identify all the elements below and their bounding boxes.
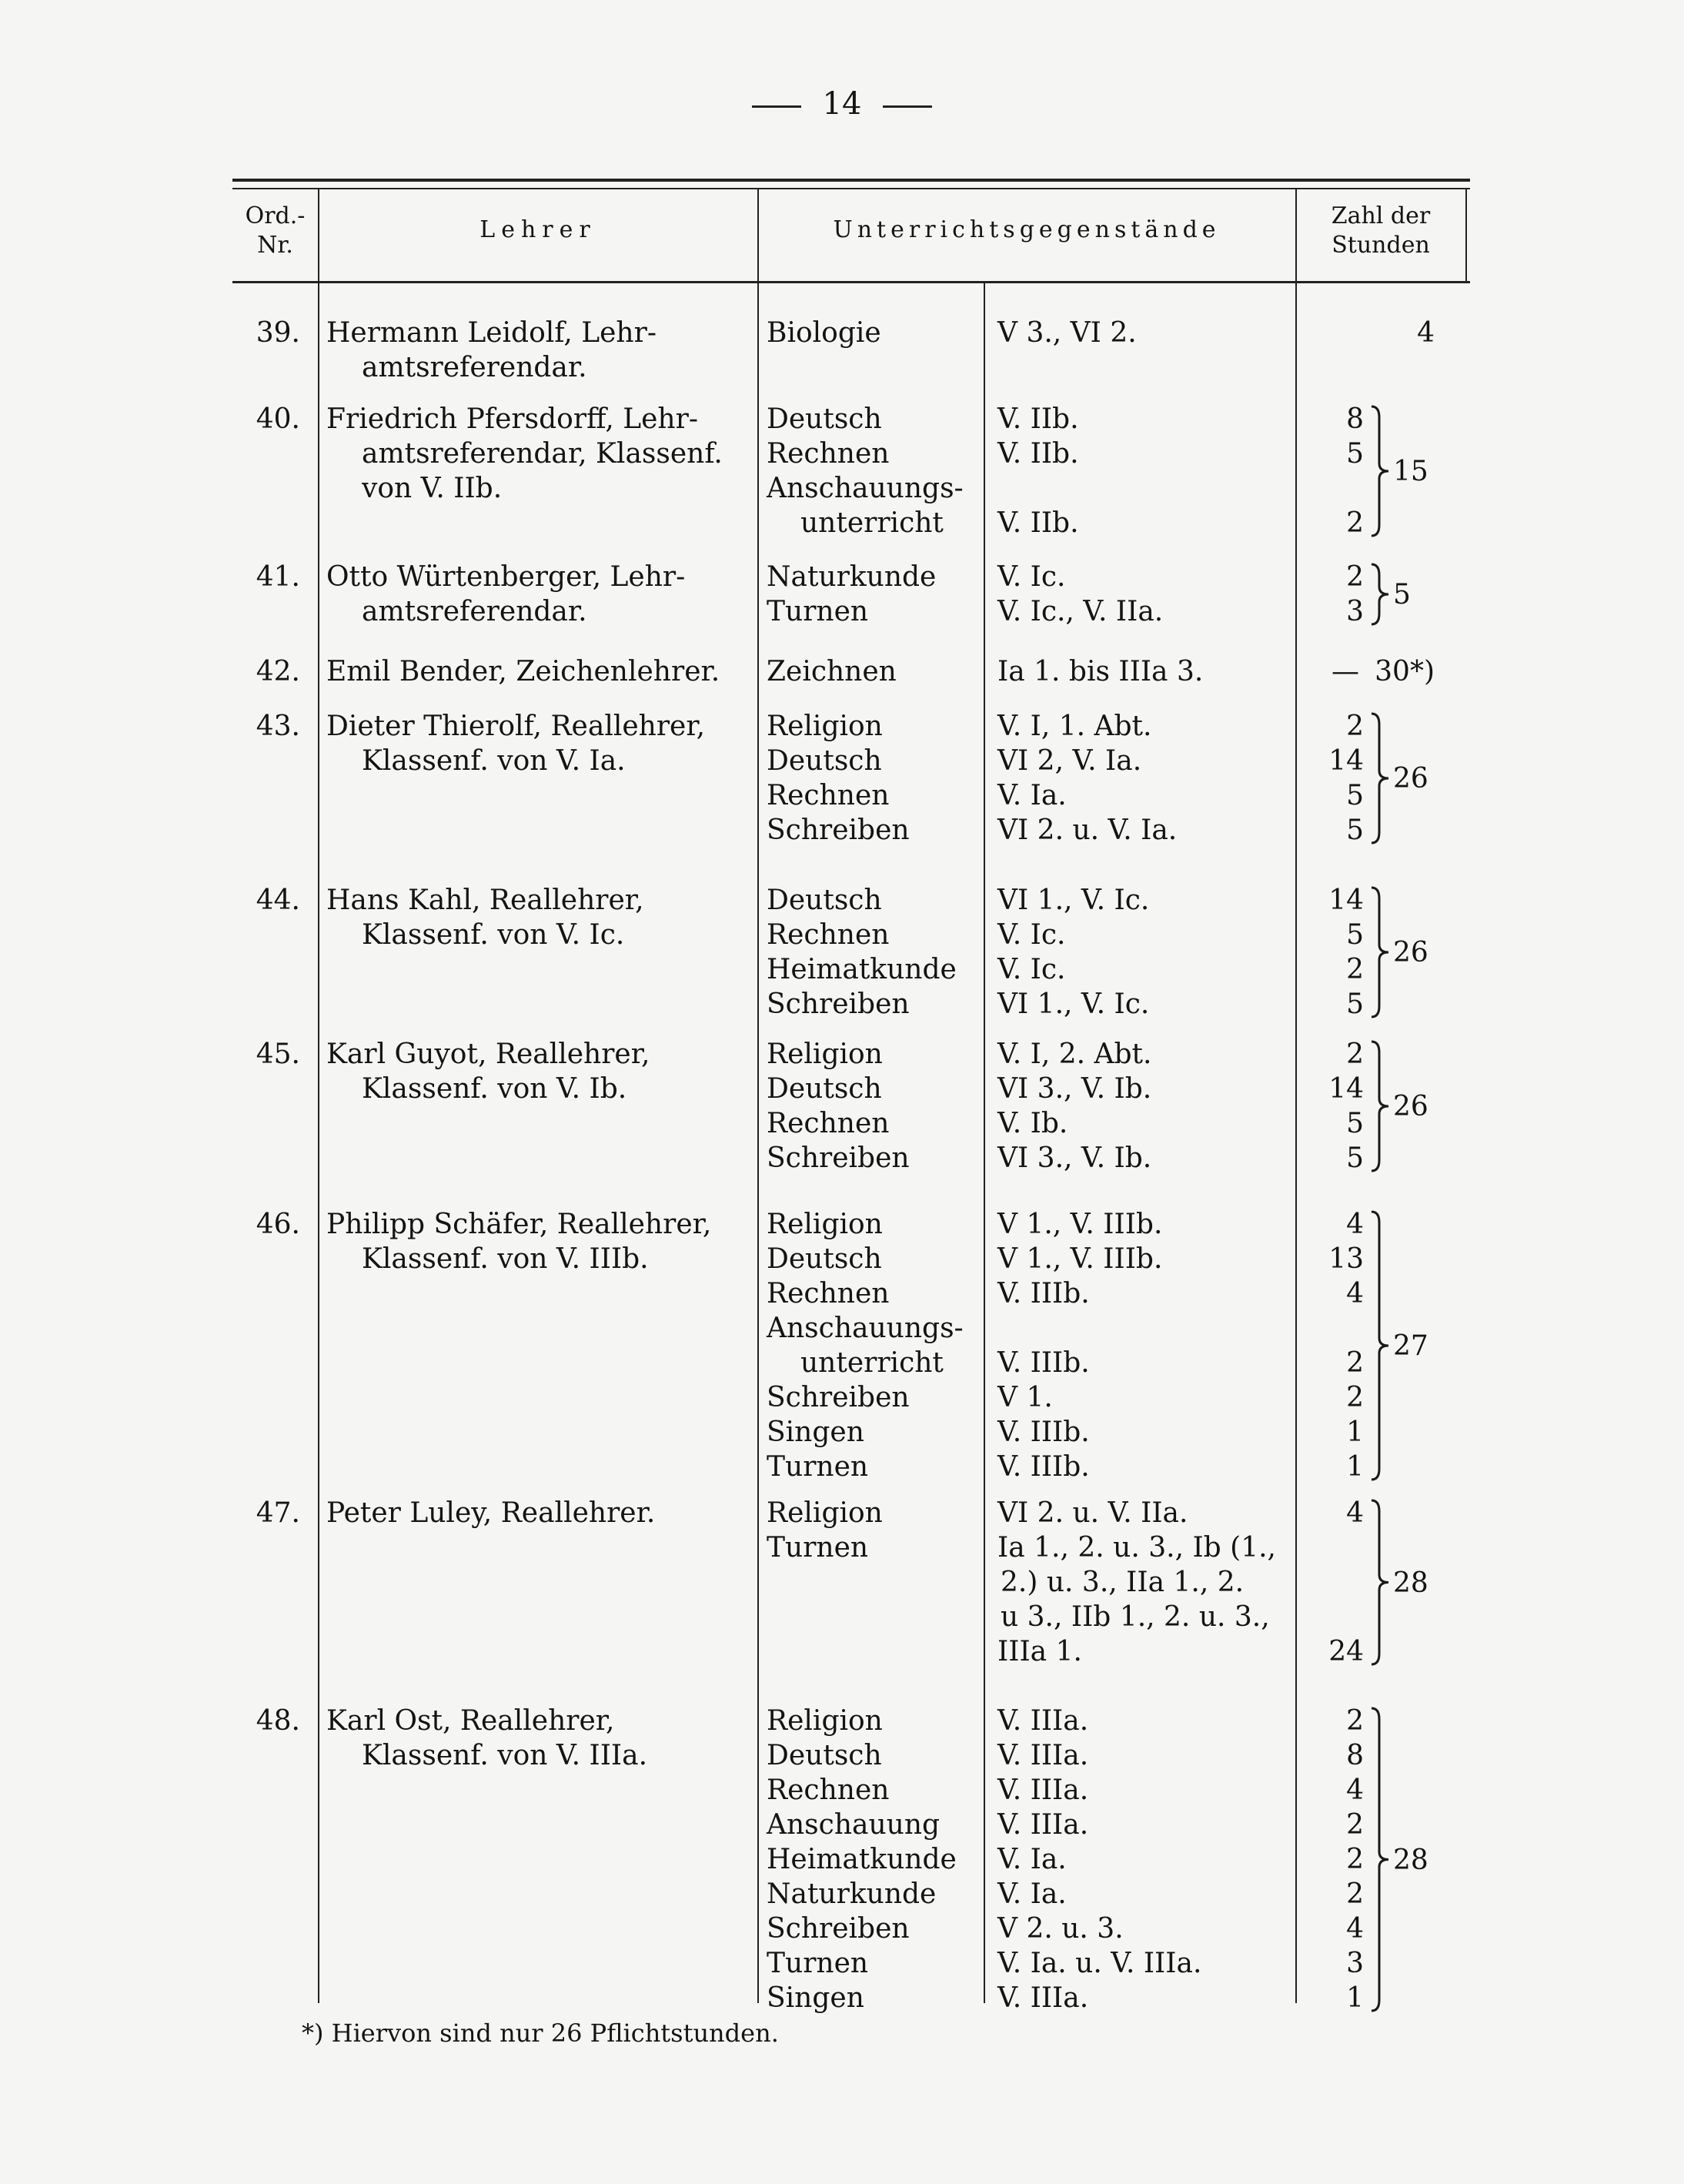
header-ord-nr-line1: Ord.- xyxy=(245,202,306,229)
hours-value: 13 xyxy=(1328,1243,1364,1275)
class-designation: V. IIb. xyxy=(997,403,1079,435)
hours-value: 5 xyxy=(1346,988,1364,1020)
subject: Religion xyxy=(767,1705,883,1737)
brace xyxy=(1372,714,1388,843)
hours-value: 14 xyxy=(1328,745,1364,777)
subject: Anschauung xyxy=(767,1809,941,1841)
teacher-name-line: Klassenf. von V. IIIb. xyxy=(362,1243,649,1275)
hours-value: 8 xyxy=(1346,1740,1364,1771)
header-unterrichtsgegenstaende: Unterrichtsgegenstände xyxy=(833,216,1221,243)
teacher-name-line: Peter Luley, Reallehrer. xyxy=(326,1497,656,1529)
class-designation: V. IIIb. xyxy=(997,1416,1090,1448)
subject: Deutsch xyxy=(767,745,882,777)
brace xyxy=(1372,1212,1388,1480)
total-hours: 30*) xyxy=(1375,656,1435,687)
class-designation: V. Ia. xyxy=(997,780,1067,811)
hours-value: 14 xyxy=(1328,1073,1364,1105)
header-zahl-line1: Zahl der xyxy=(1331,202,1431,229)
subject: Deutsch xyxy=(767,1740,882,1771)
row-number: 48. xyxy=(256,1705,300,1737)
teacher-name-line: Karl Ost, Reallehrer, xyxy=(326,1705,615,1737)
hours-value: 2 xyxy=(1346,711,1364,742)
hours-value: 8 xyxy=(1346,403,1364,435)
class-designation: V. Ia. xyxy=(997,1878,1067,1910)
teacher-name-line: Friedrich Pfersdorff, Lehr- xyxy=(326,403,698,435)
subject: Rechnen xyxy=(767,438,890,470)
teacher-name-line: Karl Guyot, Reallehrer, xyxy=(326,1038,650,1070)
subject: Anschauungs- xyxy=(767,473,964,504)
page-number-text: 14 xyxy=(822,86,862,122)
row-number: 42. xyxy=(256,656,300,687)
brace xyxy=(1372,406,1388,536)
hours-value: — xyxy=(1331,656,1359,687)
row-number: 44. xyxy=(256,885,300,916)
subject: Turnen xyxy=(767,1532,869,1564)
total-hours: 5 xyxy=(1393,579,1411,610)
class-designation: V. Ic. xyxy=(997,561,1066,593)
teacher-name-line: amtsreferendar, Klassenf. xyxy=(362,438,723,470)
teacher-name-line: Klassenf. von V. IIIa. xyxy=(362,1740,648,1771)
subject: Deutsch xyxy=(767,1243,882,1275)
class-designation: VI 1., V. Ic. xyxy=(997,988,1150,1020)
teacher-name-line: amtsreferendar. xyxy=(362,596,587,627)
subject: Singen xyxy=(767,1982,864,2014)
class-designation: V 1., V. IIIb. xyxy=(997,1209,1163,1240)
subject: Deutsch xyxy=(767,885,882,916)
teacher-name-line: Klassenf. von V. Ia. xyxy=(362,745,626,777)
brace xyxy=(1372,564,1388,624)
subject: Schreiben xyxy=(767,988,910,1020)
subject: Zeichnen xyxy=(767,656,897,687)
hours-value: 5 xyxy=(1346,1108,1364,1139)
class-designation: V 1., V. IIIb. xyxy=(997,1243,1163,1275)
class-designation: V. Ia. u. V. IIIa. xyxy=(997,1948,1202,1979)
subject: Religion xyxy=(767,1209,883,1240)
hours-value: 4 xyxy=(1346,1497,1364,1529)
hours-value: 14 xyxy=(1328,885,1364,916)
header-zahl-line2: Stunden xyxy=(1331,232,1430,259)
subject: Rechnen xyxy=(767,1774,890,1806)
hours-value: 5 xyxy=(1346,919,1364,951)
row-number: 39. xyxy=(256,317,300,349)
subject: Singen xyxy=(767,1416,864,1448)
subject: Turnen xyxy=(767,596,869,627)
hours-value: 2 xyxy=(1346,1382,1364,1413)
class-designation: IIIa 1. xyxy=(997,1636,1082,1667)
class-designation: u 3., IIb 1., 2. u. 3., xyxy=(1001,1601,1270,1633)
class-designation: V. IIb. xyxy=(997,507,1079,539)
hours-value: 4 xyxy=(1346,1209,1364,1240)
hours-value: 2 xyxy=(1346,507,1364,539)
class-designation: V. IIIa. xyxy=(997,1740,1089,1771)
header-ord-nr-line2: Nr. xyxy=(257,232,293,259)
hours-value: 5 xyxy=(1346,814,1364,846)
teacher-name-line: Hermann Leidolf, Lehr- xyxy=(326,317,657,349)
subject: Heimatkunde xyxy=(767,954,957,985)
class-designation: VI 1., V. Ic. xyxy=(997,885,1150,916)
class-designation: V 2. u. 3. xyxy=(997,1913,1124,1945)
class-designation: V. IIIb. xyxy=(997,1347,1090,1379)
row-number: 40. xyxy=(256,403,300,435)
teacher-name-line: Klassenf. von V. Ib. xyxy=(362,1073,627,1105)
subject: Schreiben xyxy=(767,814,910,846)
row-number: 46. xyxy=(256,1209,300,1240)
class-designation: Ia 1. bis IIIa 3. xyxy=(997,656,1204,687)
total-hours: 26 xyxy=(1393,1091,1428,1122)
hours-value: 4 xyxy=(1346,1913,1364,1945)
footnote: *) Hiervon sind nur 26 Pflichtstunden. xyxy=(302,2018,779,2048)
class-designation: V. IIb. xyxy=(997,438,1079,470)
subject: Rechnen xyxy=(767,780,890,811)
subject: Deutsch xyxy=(767,403,882,435)
brace xyxy=(1372,1042,1388,1171)
class-designation: V. Ib. xyxy=(997,1108,1068,1139)
class-designation: VI 3., V. Ib. xyxy=(997,1073,1152,1105)
hours-value: 2 xyxy=(1346,1878,1364,1910)
hours-value: 2 xyxy=(1346,561,1364,593)
subject: Schreiben xyxy=(767,1913,910,1945)
class-designation: V. IIIa. xyxy=(997,1982,1089,2014)
hours-value: 5 xyxy=(1346,438,1364,470)
total-hours: 15 xyxy=(1393,456,1428,487)
subject: Schreiben xyxy=(767,1142,910,1174)
teacher-name-line: Klassenf. von V. Ic. xyxy=(362,919,625,951)
row-number: 41. xyxy=(256,561,300,593)
teacher-name-line: Emil Bender, Zeichenlehrer. xyxy=(326,656,720,687)
brace xyxy=(1372,888,1388,1017)
header-lehrer: Lehrer xyxy=(479,216,596,243)
class-designation: VI 2, V. Ia. xyxy=(997,745,1142,777)
total-hours: 4 xyxy=(1417,317,1435,349)
class-designation: V. I, 1. Abt. xyxy=(997,711,1152,742)
brace xyxy=(1372,1708,1388,2011)
subject: Biologie xyxy=(767,317,881,349)
brace xyxy=(1372,1500,1388,1664)
subject: Rechnen xyxy=(767,919,890,951)
class-designation: 2.) u. 3., IIa 1., 2. xyxy=(1001,1567,1245,1598)
class-designation: V. Ic. xyxy=(997,954,1066,985)
class-designation: V. I, 2. Abt. xyxy=(997,1038,1152,1070)
class-designation: V. IIIa. xyxy=(997,1774,1089,1806)
hours-value: 5 xyxy=(1346,780,1364,811)
teacher-name-line: amtsreferendar. xyxy=(362,352,587,383)
hours-value: 2 xyxy=(1346,1705,1364,1737)
hours-value: 1 xyxy=(1346,1416,1364,1448)
class-designation: VI 3., V. Ib. xyxy=(997,1142,1152,1174)
hours-value: 5 xyxy=(1346,1142,1364,1174)
class-designation: V. Ia. xyxy=(997,1844,1067,1875)
hours-value: 1 xyxy=(1346,1982,1364,2014)
class-designation: V. Ic., V. IIa. xyxy=(997,596,1164,627)
teacher-name-line: Hans Kahl, Reallehrer, xyxy=(326,885,644,916)
total-hours: 26 xyxy=(1393,937,1428,968)
subject: unterricht xyxy=(800,507,944,539)
subject: Naturkunde xyxy=(767,561,937,593)
subject: Deutsch xyxy=(767,1073,882,1105)
total-hours: 27 xyxy=(1393,1330,1428,1362)
total-hours: 26 xyxy=(1393,763,1428,794)
class-designation: V. Ic. xyxy=(997,919,1066,951)
subject: Religion xyxy=(767,1038,883,1070)
subject: Rechnen xyxy=(767,1278,890,1309)
subject: Naturkunde xyxy=(767,1878,937,1910)
class-designation: V. IIIa. xyxy=(997,1809,1089,1841)
hours-value: 24 xyxy=(1328,1636,1364,1667)
subject: Anschauungs- xyxy=(767,1313,964,1344)
row-number: 43. xyxy=(256,711,300,742)
hours-value: 3 xyxy=(1346,596,1364,627)
class-designation: V. IIIa. xyxy=(997,1705,1089,1737)
class-designation: V 1. xyxy=(997,1382,1053,1413)
subject: unterricht xyxy=(800,1347,944,1379)
teacher-name-line: Otto Würtenberger, Lehr- xyxy=(326,561,686,593)
row-number: 47. xyxy=(256,1497,300,1529)
subject: Schreiben xyxy=(767,1382,910,1413)
hours-value: 1 xyxy=(1346,1451,1364,1483)
teacher-name-line: Dieter Thierolf, Reallehrer, xyxy=(326,711,706,742)
class-designation: VI 2. u. V. Ia. xyxy=(997,814,1178,846)
class-designation: Ia 1., 2. u. 3., Ib (1., xyxy=(997,1532,1277,1564)
subject: Religion xyxy=(767,711,883,742)
class-designation: V 3., VI 2. xyxy=(997,317,1137,349)
hours-value: 4 xyxy=(1346,1774,1364,1806)
total-hours: 28 xyxy=(1393,1567,1428,1599)
hours-value: 2 xyxy=(1346,1038,1364,1070)
teacher-name-line: Philipp Schäfer, Reallehrer, xyxy=(326,1209,712,1240)
subject: Rechnen xyxy=(767,1108,890,1139)
subject: Religion xyxy=(767,1497,883,1529)
hours-value: 2 xyxy=(1346,954,1364,985)
hours-value: 4 xyxy=(1346,1278,1364,1309)
total-hours: 28 xyxy=(1393,1844,1428,1876)
hours-value: 3 xyxy=(1346,1948,1364,1979)
subject: Heimatkunde xyxy=(767,1844,957,1875)
row-number: 45. xyxy=(256,1038,300,1070)
class-designation: VI 2. u. V. IIa. xyxy=(997,1497,1188,1529)
class-designation: V. IIIb. xyxy=(997,1451,1090,1483)
subject: Turnen xyxy=(767,1451,869,1483)
class-designation: V. IIIb. xyxy=(997,1278,1090,1309)
hours-value: 2 xyxy=(1346,1844,1364,1875)
hours-value: 2 xyxy=(1346,1347,1364,1379)
hours-value: 2 xyxy=(1346,1809,1364,1841)
teacher-name-line: von V. IIb. xyxy=(362,473,503,504)
subject: Turnen xyxy=(767,1948,869,1979)
